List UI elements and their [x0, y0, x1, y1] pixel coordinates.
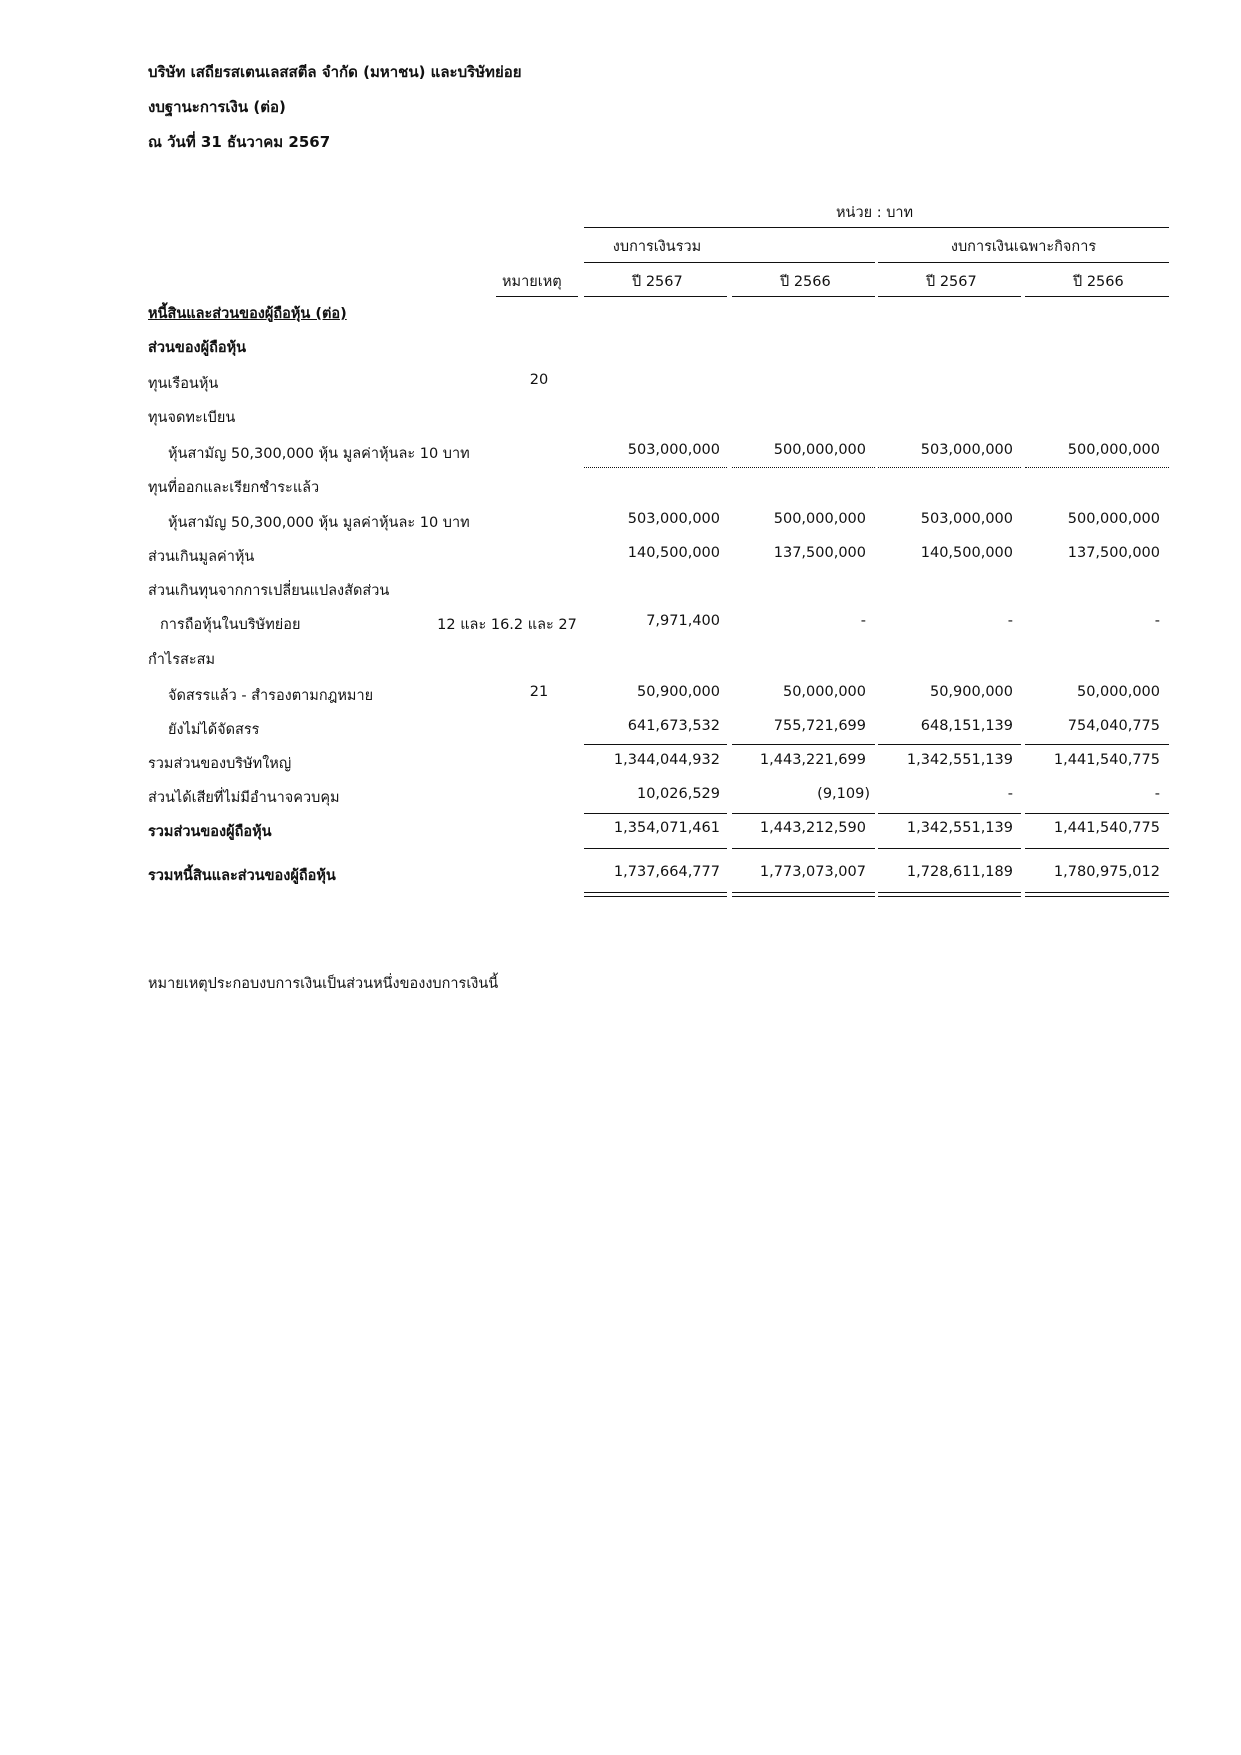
row-value-c1: 1,344,044,932 [613, 752, 720, 768]
table-row [0, 545, 1241, 579]
unit-underline [584, 227, 1169, 228]
dotted-rule [584, 467, 727, 468]
row-value-c3: 503,000,000 [920, 511, 1013, 527]
row-value-c4: - [1154, 786, 1160, 802]
total-rule [878, 848, 1021, 849]
table-row [0, 406, 1241, 440]
subtotal-rule [584, 744, 727, 745]
table-row [0, 579, 1241, 613]
total-rule [1025, 848, 1169, 849]
row-value-c1: 503,000,000 [627, 442, 720, 458]
grand-total-double-rule [1025, 892, 1169, 897]
row-value-c2: (9,109) [817, 786, 870, 802]
row-label: หุ้นสามัญ 50,300,000 หุ้น มูลค่าหุ้นละ 10 บาท [168, 515, 470, 531]
row-value-c2: 137,500,000 [773, 545, 866, 561]
col-note-underline [496, 296, 578, 297]
row-label: ทุนที่ออกและเรียกชำระแล้ว [148, 480, 320, 496]
row-value-c3: 648,151,139 [920, 718, 1013, 734]
row-value-c1: 50,900,000 [636, 684, 720, 700]
row-value-c2: 755,721,699 [773, 718, 866, 734]
row-label: การถือหุ้นในบริษัทย่อย [160, 617, 301, 633]
col-consolidated-2566: ปี 2566 [780, 274, 831, 290]
row-label: ทุนเรือนหุ้น [148, 376, 219, 392]
row-value-c1: 1,354,071,461 [613, 820, 720, 836]
group-consolidated-underline [584, 262, 875, 263]
table-row [0, 613, 1241, 647]
subtotal-rule [584, 813, 727, 814]
row-value-c3: 1,728,611,189 [906, 864, 1013, 880]
row-label: รวมส่วนของผู้ถือหุ้น [148, 824, 272, 840]
table-row [0, 442, 1241, 476]
row-label: ทุนจดทะเบียน [148, 410, 236, 426]
row-label: หุ้นสามัญ 50,300,000 หุ้น มูลค่าหุ้นละ 10 บาท [168, 446, 470, 462]
row-value-c4: 50,000,000 [1076, 684, 1160, 700]
total-rule [584, 848, 727, 849]
subtotal-rule [1025, 744, 1169, 745]
row-value-c3: - [1007, 613, 1013, 629]
subtotal-rule [1025, 813, 1169, 814]
row-value-c1: 1,737,664,777 [613, 864, 720, 880]
row-label: ส่วนเกินมูลค่าหุ้น [148, 549, 255, 565]
row-value-c3: 50,900,000 [929, 684, 1013, 700]
col-c4-underline [1025, 296, 1169, 297]
row-note: 21 [529, 684, 549, 700]
row-value-c1: 10,026,529 [636, 786, 720, 802]
table-row [0, 786, 1241, 820]
row-value-c1: 140,500,000 [627, 545, 720, 561]
row-label: รวมส่วนของบริษัทใหญ่ [148, 756, 292, 772]
statement-date: ณ วันที่ 31 ธันวาคม 2567 [148, 133, 331, 151]
row-value-c4: 1,441,540,775 [1053, 820, 1160, 836]
col-separate-2566: ปี 2566 [1073, 274, 1124, 290]
col-consolidated-2567: ปี 2567 [632, 274, 683, 290]
grand-total-double-rule [732, 892, 875, 897]
row-label: ส่วนของผู้ถือหุ้น [148, 340, 247, 356]
row-label: กำไรสะสม [148, 652, 216, 668]
group-separate-underline [878, 262, 1169, 263]
row-value-c2: 500,000,000 [773, 442, 866, 458]
footnote: หมายเหตุประกอบงบการเงินเป็นส่วนหนึ่งของงบการเงินนี้ [148, 976, 499, 992]
row-value-c3: - [1007, 786, 1013, 802]
row-note: 20 [529, 372, 549, 388]
subtotal-rule [732, 813, 875, 814]
dotted-rule [732, 467, 875, 468]
row-label: รวมหนี้สินและส่วนของผู้ถือหุ้น [148, 868, 336, 884]
row-value-c3: 1,342,551,139 [906, 752, 1013, 768]
row-value-c2: 1,773,073,007 [759, 864, 866, 880]
col-note-header: หมายเหตุ [502, 274, 562, 290]
table-row [0, 336, 1241, 370]
dotted-rule [878, 467, 1021, 468]
row-value-c4: 1,780,975,012 [1053, 864, 1160, 880]
subtotal-rule [878, 744, 1021, 745]
col-c1-underline [584, 296, 727, 297]
unit-label: หน่วย : บาท [836, 205, 914, 221]
row-value-c3: 1,342,551,139 [906, 820, 1013, 836]
row-value-c2: 500,000,000 [773, 511, 866, 527]
row-value-c4: - [1154, 613, 1160, 629]
col-c2-underline [732, 296, 875, 297]
table-row [0, 302, 1241, 336]
table-row [0, 511, 1241, 545]
dotted-rule [1025, 467, 1169, 468]
row-value-c4: 137,500,000 [1067, 545, 1160, 561]
row-value-c2: 1,443,212,590 [759, 820, 866, 836]
subtotal-rule [878, 813, 1021, 814]
grand-total-double-rule [878, 892, 1021, 897]
table-row [0, 648, 1241, 682]
row-value-c2: 1,443,221,699 [759, 752, 866, 768]
group-consolidated: งบการเงินรวม [612, 239, 702, 255]
row-value-c3: 503,000,000 [920, 442, 1013, 458]
row-label: ยังไม่ได้จัดสรร [168, 722, 260, 738]
grand-total-double-rule [584, 892, 727, 897]
table-row [0, 476, 1241, 510]
row-label: หนี้สินและส่วนของผู้ถือหุ้น (ต่อ) [148, 306, 347, 322]
row-value-c4: 500,000,000 [1067, 511, 1160, 527]
row-value-c2: - [860, 613, 866, 629]
row-value-c4: 754,040,775 [1067, 718, 1160, 734]
row-label: ส่วนเกินทุนจากการเปลี่ยนแปลงสัดส่วน [148, 583, 390, 599]
row-value-c3: 140,500,000 [920, 545, 1013, 561]
group-separate: งบการเงินเฉพาะกิจการ [950, 239, 1097, 255]
table-row [0, 684, 1241, 718]
total-rule [732, 848, 875, 849]
company-name: บริษัท เสถียรสเตนเลสสตีล จำกัด (มหาชน) และบริษัทย่อย [148, 63, 522, 81]
row-label: จัดสรรแล้ว - สำรองตามกฎหมาย [168, 688, 374, 704]
row-value-c2: 50,000,000 [782, 684, 866, 700]
row-label: ส่วนได้เสียที่ไม่มีอำนาจควบคุม [148, 790, 340, 806]
row-value-c1: 7,971,400 [646, 613, 720, 629]
row-value-c1: 641,673,532 [627, 718, 720, 734]
row-value-c4: 1,441,540,775 [1053, 752, 1160, 768]
statement-title: งบฐานะการเงิน (ต่อ) [148, 98, 286, 116]
row-note: 12 และ 16.2 และ 27 [437, 617, 577, 633]
subtotal-rule [732, 744, 875, 745]
table-row [0, 718, 1241, 752]
col-separate-2567: ปี 2567 [926, 274, 977, 290]
col-c3-underline [878, 296, 1021, 297]
row-value-c4: 500,000,000 [1067, 442, 1160, 458]
row-value-c1: 503,000,000 [627, 511, 720, 527]
table-row [0, 752, 1241, 786]
table-row [0, 372, 1241, 406]
